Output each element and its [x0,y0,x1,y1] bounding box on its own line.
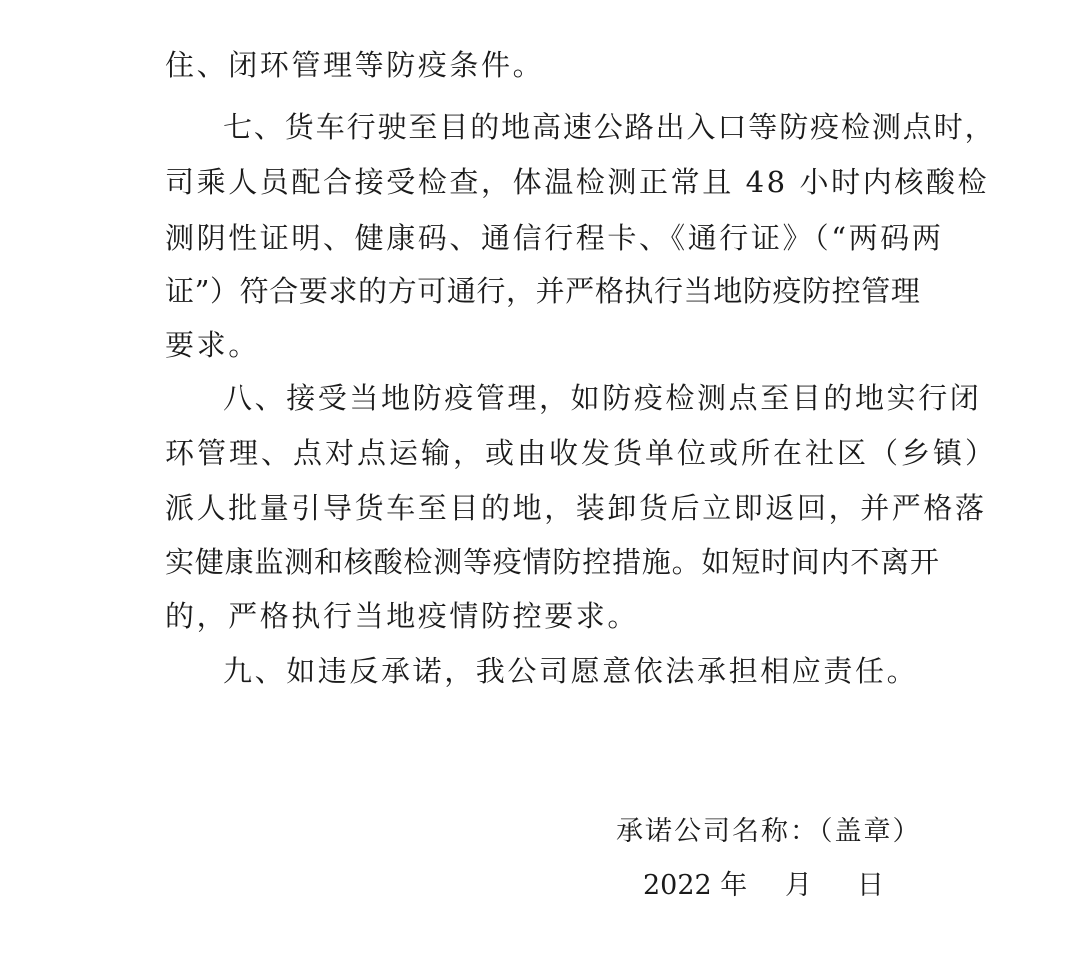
paragraph-line: 住、闭环管理等防疫条件。 [165,48,545,82]
signature-date-year: 2022 年 [643,870,748,901]
paragraph-line: 测阴性证明、健康码、通信行程卡、《通行证》（“两码两 [165,221,944,255]
paragraph-line: 证”）符合要求的方可通行，并严格执行当地防疫防控管理 [165,274,921,308]
paragraph-line: 的，严格执行当地疫情防控要求。 [165,599,640,633]
paragraph-line: 实健康监测和核酸检测等疫情防控措施。如短时间内不离开 [165,545,940,579]
paragraph-line: 环管理、点对点运输，或由收发货单位或所在社区（乡镇） [165,436,998,470]
paragraph-line: 九、如违反承诺，我公司愿意依法承担相应责任。 [223,654,919,688]
signature-date-day: 日 [857,870,884,901]
paragraph-line: 七、货车行驶至目的地高速公路出入口等防疫检测点时， [223,110,996,144]
signature-company-label: 承诺公司名称：（盖章） [616,816,922,847]
paragraph-line: 八、接受当地防疫管理，如防疫检测点至目的地实行闭 [223,381,982,415]
signature-date-month: 月 [785,870,812,901]
paragraph-line: 要求。 [165,328,260,362]
paragraph-line: 派人批量引导货车至目的地，装卸货后立即返回，并严格落 [165,491,987,525]
paragraph-line: 司乘人员配合接受检查，体温检测正常且 48 小时内核酸检 [165,165,990,199]
